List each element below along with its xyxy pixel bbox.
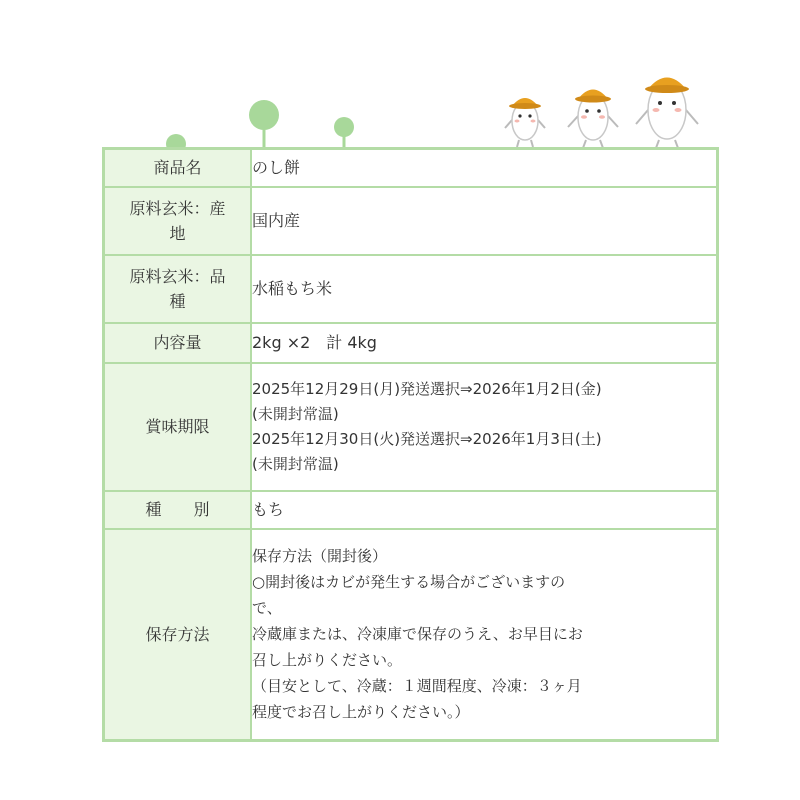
row-value bbox=[251, 323, 718, 363]
table-row bbox=[104, 491, 718, 529]
table-row bbox=[104, 323, 718, 363]
value-line: 2kg ×2 計 4kg bbox=[252, 333, 377, 352]
row-value bbox=[251, 187, 718, 255]
value-line: 2025年12月29日(月)発送選択⇒2026年1月2日(金) bbox=[252, 379, 602, 398]
row-label: 内容量 bbox=[104, 323, 252, 363]
rice-mascot-icon bbox=[636, 78, 698, 149]
value-line: （目安として、冷蔵：１週間程度、冷凍：３ヶ月 bbox=[252, 677, 582, 696]
label-line: 原料玄米：産 bbox=[129, 198, 226, 218]
tree-icon bbox=[249, 100, 279, 150]
row-label bbox=[104, 187, 252, 255]
label-line: 地 bbox=[169, 223, 186, 243]
label-line: 原料玄米：品 bbox=[129, 266, 226, 286]
table-row bbox=[104, 363, 718, 491]
value-line: 召し上がりください。 bbox=[252, 651, 403, 670]
row-value bbox=[251, 363, 718, 491]
value-line: 2025年12月30日(火)発送選択⇒2026年1月3日(土) bbox=[252, 429, 602, 448]
row-value bbox=[251, 529, 718, 741]
row-label bbox=[104, 255, 252, 323]
rice-mascot-icon bbox=[568, 90, 618, 149]
value-line: で、 bbox=[252, 599, 282, 618]
row-value bbox=[251, 255, 718, 323]
value-line: 程度でお召し上がりください。） bbox=[252, 703, 470, 722]
value-line: ○開封後はカビが発生する場合がございますの bbox=[252, 573, 566, 592]
tree-icon bbox=[334, 117, 354, 150]
value-line: 水稲もち米 bbox=[252, 279, 333, 298]
row-value bbox=[251, 149, 718, 187]
row-label: 保存方法 bbox=[104, 529, 252, 741]
value-line: (未開封常温) bbox=[252, 404, 339, 423]
table-row bbox=[104, 255, 718, 323]
table-row bbox=[104, 529, 718, 741]
rice-mascot-icon bbox=[505, 98, 545, 147]
value-line: 冷蔵庫または、冷凍庫で保存のうえ、お早目にお bbox=[252, 625, 583, 644]
value-line: もち bbox=[252, 500, 285, 519]
value-line: 国内産 bbox=[252, 211, 301, 230]
product-spec-table bbox=[102, 147, 719, 742]
row-label: 賞味期限 bbox=[104, 363, 252, 491]
table-row bbox=[104, 149, 718, 187]
row-value bbox=[251, 491, 718, 529]
table-row bbox=[104, 187, 718, 255]
value-line: (未開封常温) bbox=[252, 454, 339, 473]
row-label: 種 別 bbox=[104, 491, 252, 529]
value-line: 保存方法（開封後） bbox=[252, 547, 388, 566]
header-decoration bbox=[0, 0, 800, 150]
value-line: のし餅 bbox=[252, 158, 301, 178]
label-line: 種 bbox=[169, 291, 186, 311]
row-label: 商品名 bbox=[104, 149, 252, 187]
